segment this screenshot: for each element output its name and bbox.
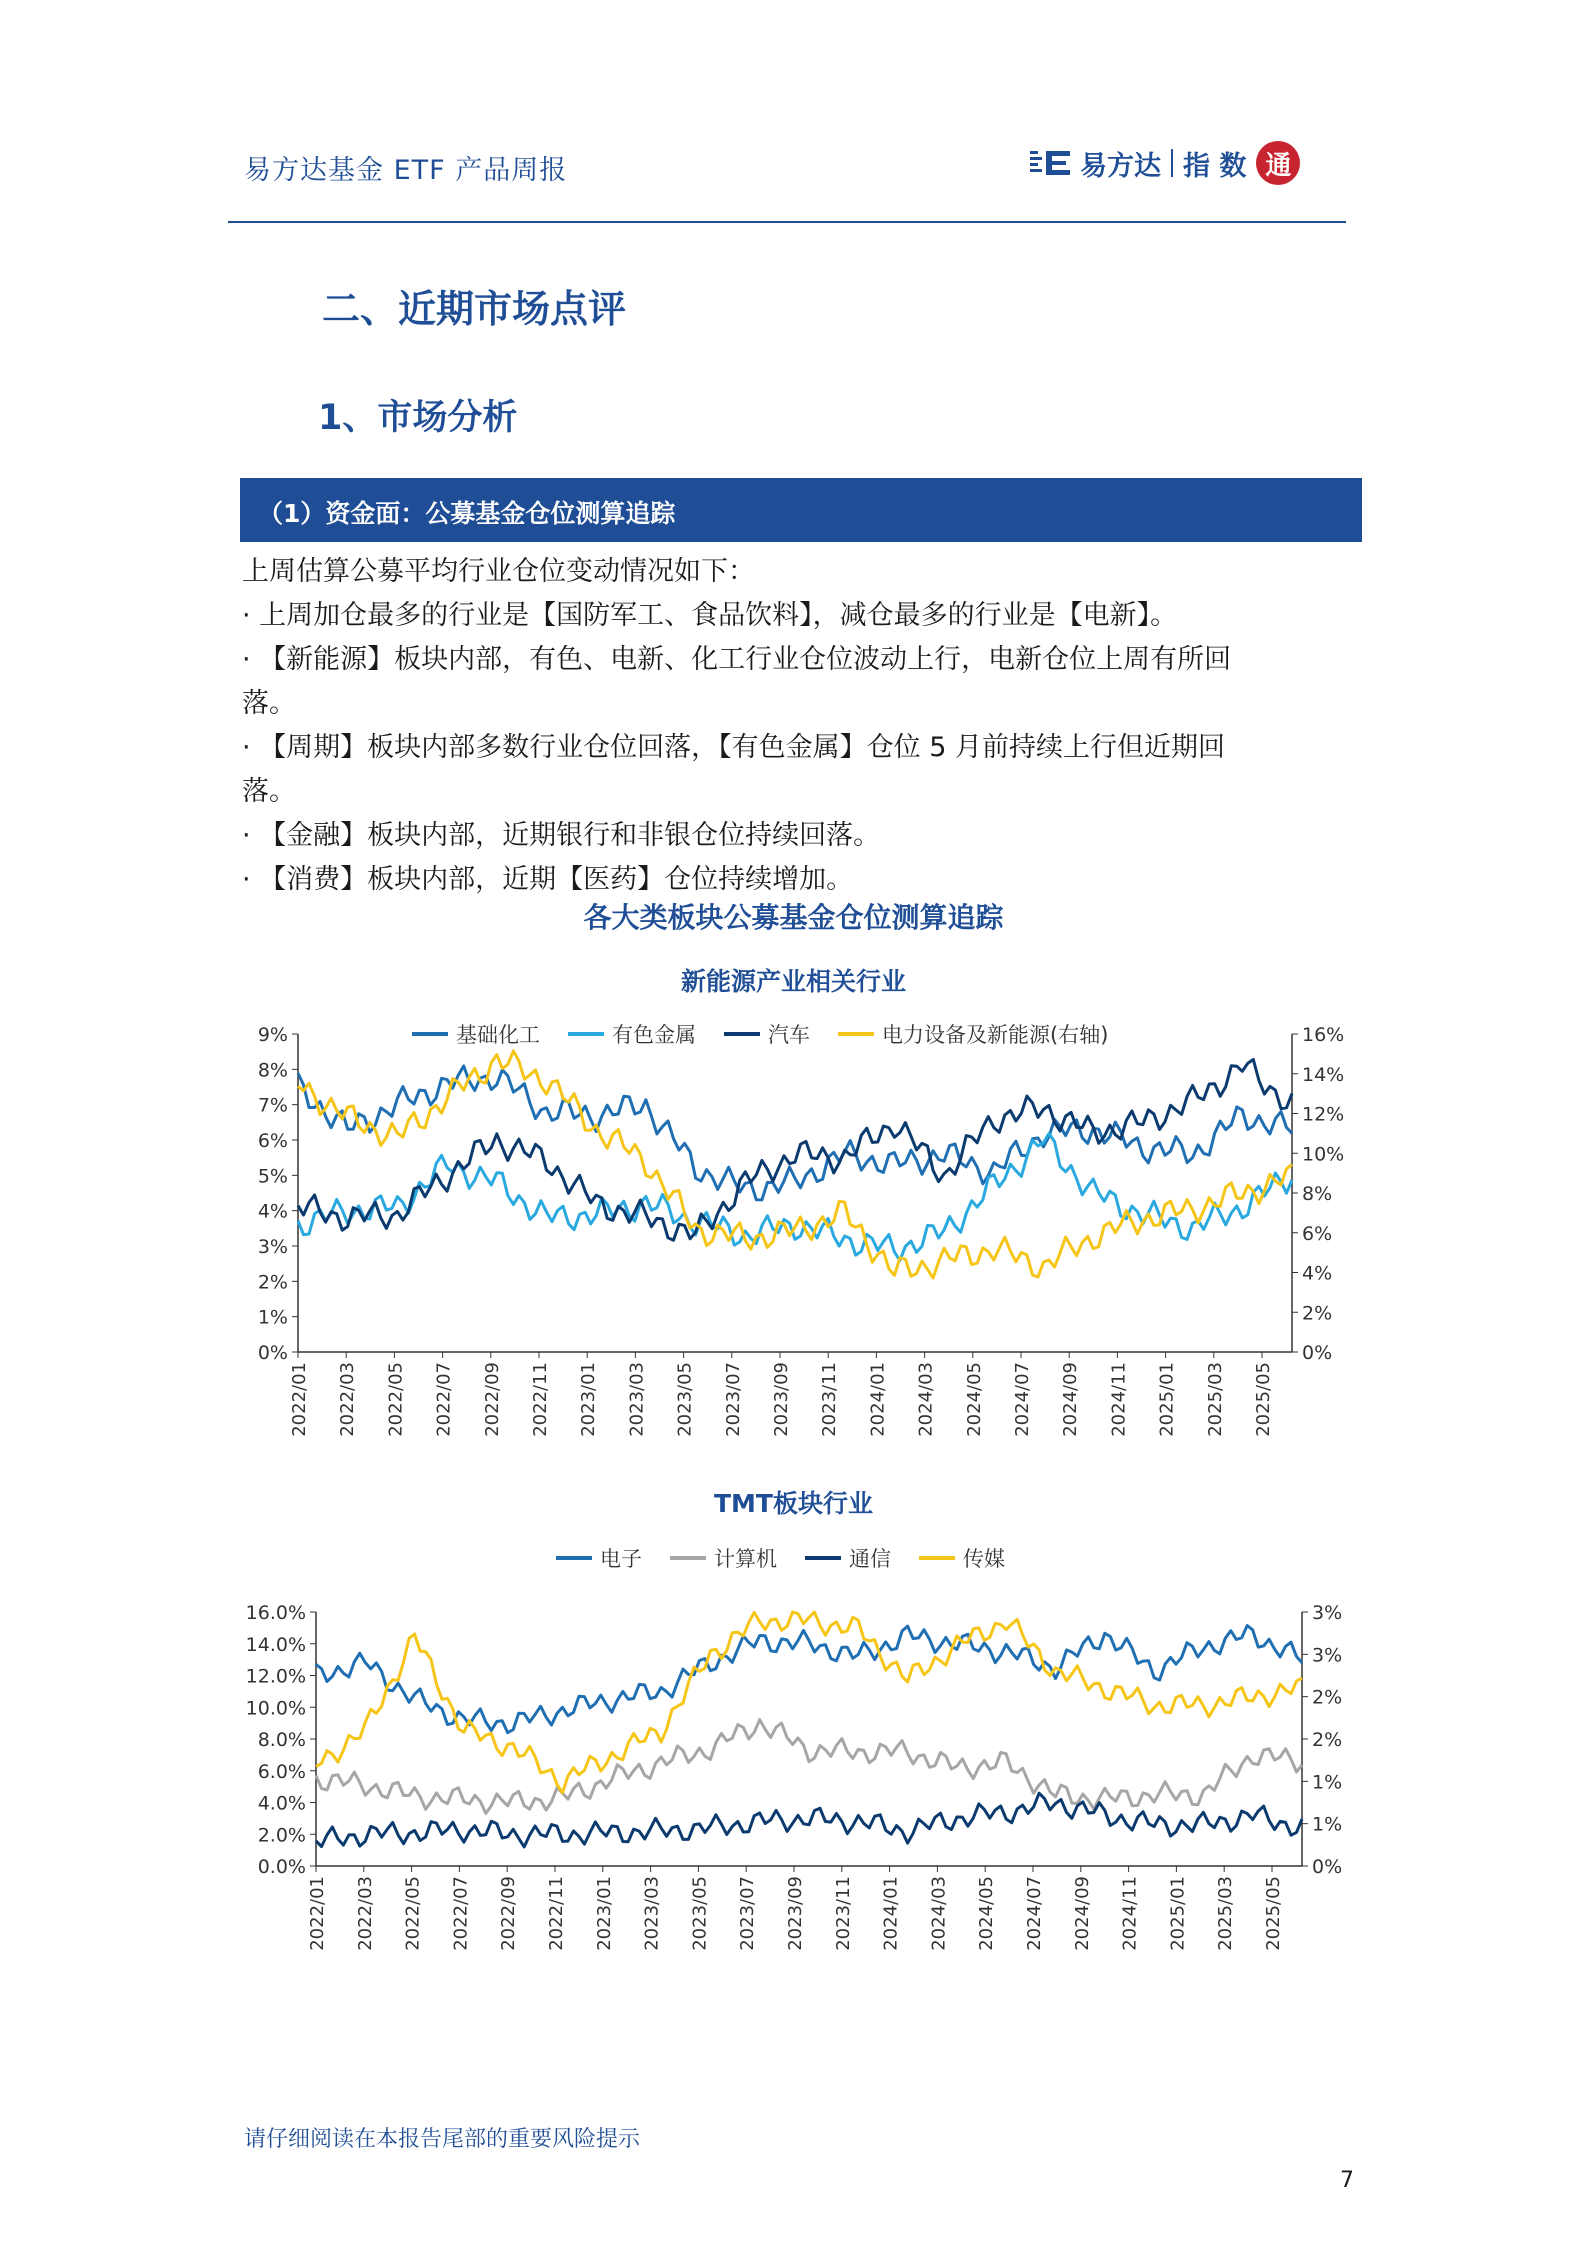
- chart1-svg: [0, 1010, 1587, 1450]
- legend-label: 汽车: [768, 1023, 810, 1047]
- x-tick-label: 2023/01: [578, 1362, 600, 1437]
- paragraph-line: · 【消费】板块内部，近期【医药】仓位持续增加。: [242, 864, 854, 895]
- x-tick-label: 2024/03: [915, 1362, 937, 1437]
- paragraph-line: 落。: [242, 688, 296, 719]
- risk-warning-note: 请仔细阅读在本报告尾部的重要风险提示: [244, 2127, 641, 2152]
- legend-label: 传媒: [963, 1547, 1005, 1571]
- left-tick-label: 2%: [257, 1271, 288, 1294]
- logo-mark-icon: [1030, 149, 1074, 177]
- series-line-0: [298, 1066, 1292, 1200]
- paragraph-line: · 上周加仓最多的行业是【国防军工、食品饮料】，减仓最多的行业是【电新】。: [242, 600, 1178, 631]
- x-tick-label: 2025/03: [1215, 1876, 1237, 1951]
- left-tick-label: 14.0%: [245, 1633, 306, 1656]
- legend-label: 电子: [600, 1547, 642, 1571]
- x-tick-label: 2022/01: [307, 1876, 328, 1951]
- subsection-title: 1、市场分析: [318, 398, 518, 438]
- legend-label: 有色金属: [612, 1023, 696, 1047]
- x-tick-label: 2024/01: [880, 1876, 902, 1951]
- x-tick-label: 2023/11: [832, 1876, 854, 1951]
- right-tick-label: 10%: [1302, 1143, 1345, 1166]
- paragraph-line: · 【新能源】板块内部，有色、电新、化工行业仓位波动上行，电新仓位上周有所回: [242, 644, 1232, 675]
- left-tick-label: 16.0%: [245, 1602, 306, 1624]
- left-tick-label: 9%: [257, 1024, 288, 1046]
- paragraph-line: · 【金融】板块内部，近期银行和非银仓位持续回落。: [242, 820, 881, 851]
- x-tick-label: 2023/11: [819, 1362, 841, 1437]
- left-tick-label: 10.0%: [245, 1697, 306, 1720]
- x-tick-label: 2023/09: [785, 1876, 806, 1951]
- right-tick-label: 0%: [1302, 1342, 1333, 1364]
- left-tick-label: 0%: [257, 1342, 288, 1364]
- left-tick-label: 1%: [257, 1306, 288, 1329]
- right-tick-label: 14%: [1302, 1063, 1345, 1086]
- x-tick-label: 2023/07: [737, 1876, 759, 1951]
- right-tick-label: 0%: [1312, 1856, 1343, 1878]
- right-tick-label: 8%: [1302, 1183, 1333, 1205]
- x-tick-label: 2024/07: [1012, 1362, 1033, 1437]
- x-tick-label: 2022/09: [498, 1876, 520, 1951]
- left-tick-label: 12.0%: [245, 1665, 306, 1688]
- left-tick-label: 0.0%: [257, 1856, 306, 1878]
- chart2-title: TMT板块行业: [714, 1489, 873, 1518]
- x-tick-label: 2023/03: [626, 1362, 648, 1437]
- x-tick-label: 2023/01: [593, 1876, 615, 1951]
- section-banner-text: （1）资金面：公募基金仓位测算追踪: [258, 499, 676, 528]
- left-tick-label: 6.0%: [257, 1760, 306, 1783]
- logo-brand: 易方达: [1080, 150, 1161, 182]
- x-tick-label: 2024/05: [963, 1362, 985, 1437]
- left-tick-label: 4.0%: [257, 1792, 306, 1815]
- series-line-0: [316, 1626, 1302, 1733]
- right-tick-label: 1%: [1312, 1771, 1343, 1794]
- left-tick-label: 7%: [257, 1094, 288, 1117]
- right-tick-label: 2%: [1312, 1729, 1343, 1751]
- left-tick-label: 4%: [257, 1200, 288, 1223]
- x-tick-label: 2022/01: [289, 1362, 310, 1437]
- x-tick-label: 2022/03: [337, 1362, 359, 1437]
- x-tick-label: 2023/09: [771, 1362, 792, 1437]
- x-tick-label: 2025/01: [1167, 1876, 1189, 1951]
- series-line-2: [298, 1060, 1292, 1241]
- x-tick-label: 2022/09: [481, 1362, 503, 1437]
- right-tick-label: 2%: [1302, 1302, 1333, 1325]
- x-tick-label: 2022/07: [450, 1876, 472, 1951]
- x-tick-label: 2024/11: [1108, 1362, 1130, 1437]
- x-tick-label: 2024/11: [1119, 1876, 1141, 1951]
- x-tick-label: 2024/01: [867, 1362, 889, 1437]
- paragraph-line: · 【周期】板块内部多数行业仓位回落，【有色金属】仓位 5 月前持续上行但近期回: [242, 732, 1226, 763]
- section-title: 二、近期市场点评: [322, 287, 627, 331]
- charts-title: 各大类板块公募基金仓位测算追踪: [583, 901, 1004, 934]
- legend-label: 通信: [849, 1547, 891, 1571]
- right-tick-label: 3%: [1312, 1602, 1343, 1624]
- page-number: 7: [1340, 2168, 1354, 2193]
- right-tick-label: 12%: [1302, 1103, 1345, 1126]
- chart2-svg: [0, 1532, 1587, 2012]
- x-tick-label: 2023/05: [674, 1362, 696, 1437]
- legend-label: 电力设备及新能源(右轴): [882, 1023, 1109, 1047]
- right-tick-label: 6%: [1302, 1222, 1333, 1245]
- logo-index: 指 数: [1183, 150, 1247, 182]
- x-tick-label: 2022/03: [354, 1876, 376, 1951]
- x-tick-label: 2022/05: [402, 1876, 424, 1951]
- left-tick-label: 8.0%: [257, 1729, 306, 1751]
- x-tick-label: 2023/05: [689, 1876, 711, 1951]
- report-title: 易方达基金 ETF 产品周报: [244, 155, 568, 186]
- right-tick-label: 3%: [1312, 1644, 1343, 1667]
- x-tick-label: 2023/03: [641, 1876, 663, 1951]
- x-tick-label: 2024/09: [1071, 1876, 1093, 1951]
- x-tick-label: 2025/01: [1156, 1362, 1178, 1437]
- x-tick-label: 2022/11: [546, 1876, 567, 1951]
- x-tick-label: 2022/11: [530, 1362, 551, 1437]
- left-tick-label: 5%: [257, 1165, 288, 1188]
- left-tick-label: 3%: [257, 1236, 288, 1258]
- left-tick-label: 6%: [257, 1130, 288, 1152]
- legend-label: 计算机: [714, 1547, 777, 1571]
- x-tick-label: 2025/03: [1204, 1362, 1226, 1437]
- x-tick-label: 2024/07: [1024, 1876, 1045, 1951]
- x-tick-label: 2023/07: [722, 1362, 744, 1437]
- x-tick-label: 2022/07: [433, 1362, 455, 1437]
- paragraph-line: 落。: [242, 776, 296, 807]
- left-tick-label: 8%: [257, 1059, 288, 1082]
- x-tick-label: 2024/05: [976, 1876, 998, 1951]
- right-tick-label: 1%: [1312, 1813, 1343, 1836]
- logo-seal-icon: 通: [1256, 141, 1300, 185]
- header-divider: [228, 221, 1346, 223]
- x-tick-label: 2025/05: [1263, 1876, 1284, 1951]
- x-tick-label: 2024/03: [928, 1876, 950, 1951]
- x-tick-label: 2024/09: [1060, 1362, 1082, 1437]
- right-tick-label: 4%: [1302, 1262, 1333, 1285]
- logo-separator: [1171, 149, 1173, 177]
- left-tick-label: 2.0%: [257, 1824, 306, 1847]
- chart1-title: 新能源产业相关行业: [680, 967, 906, 996]
- right-tick-label: 2%: [1312, 1686, 1343, 1709]
- legend-label: 基础化工: [456, 1023, 540, 1047]
- paragraph-line: 上周估算公募平均行业仓位变动情况如下：: [242, 556, 755, 587]
- right-tick-label: 16%: [1302, 1024, 1345, 1046]
- x-tick-label: 2022/05: [385, 1362, 407, 1437]
- company-logo: [1030, 138, 1300, 188]
- x-tick-label: 2025/05: [1253, 1362, 1274, 1437]
